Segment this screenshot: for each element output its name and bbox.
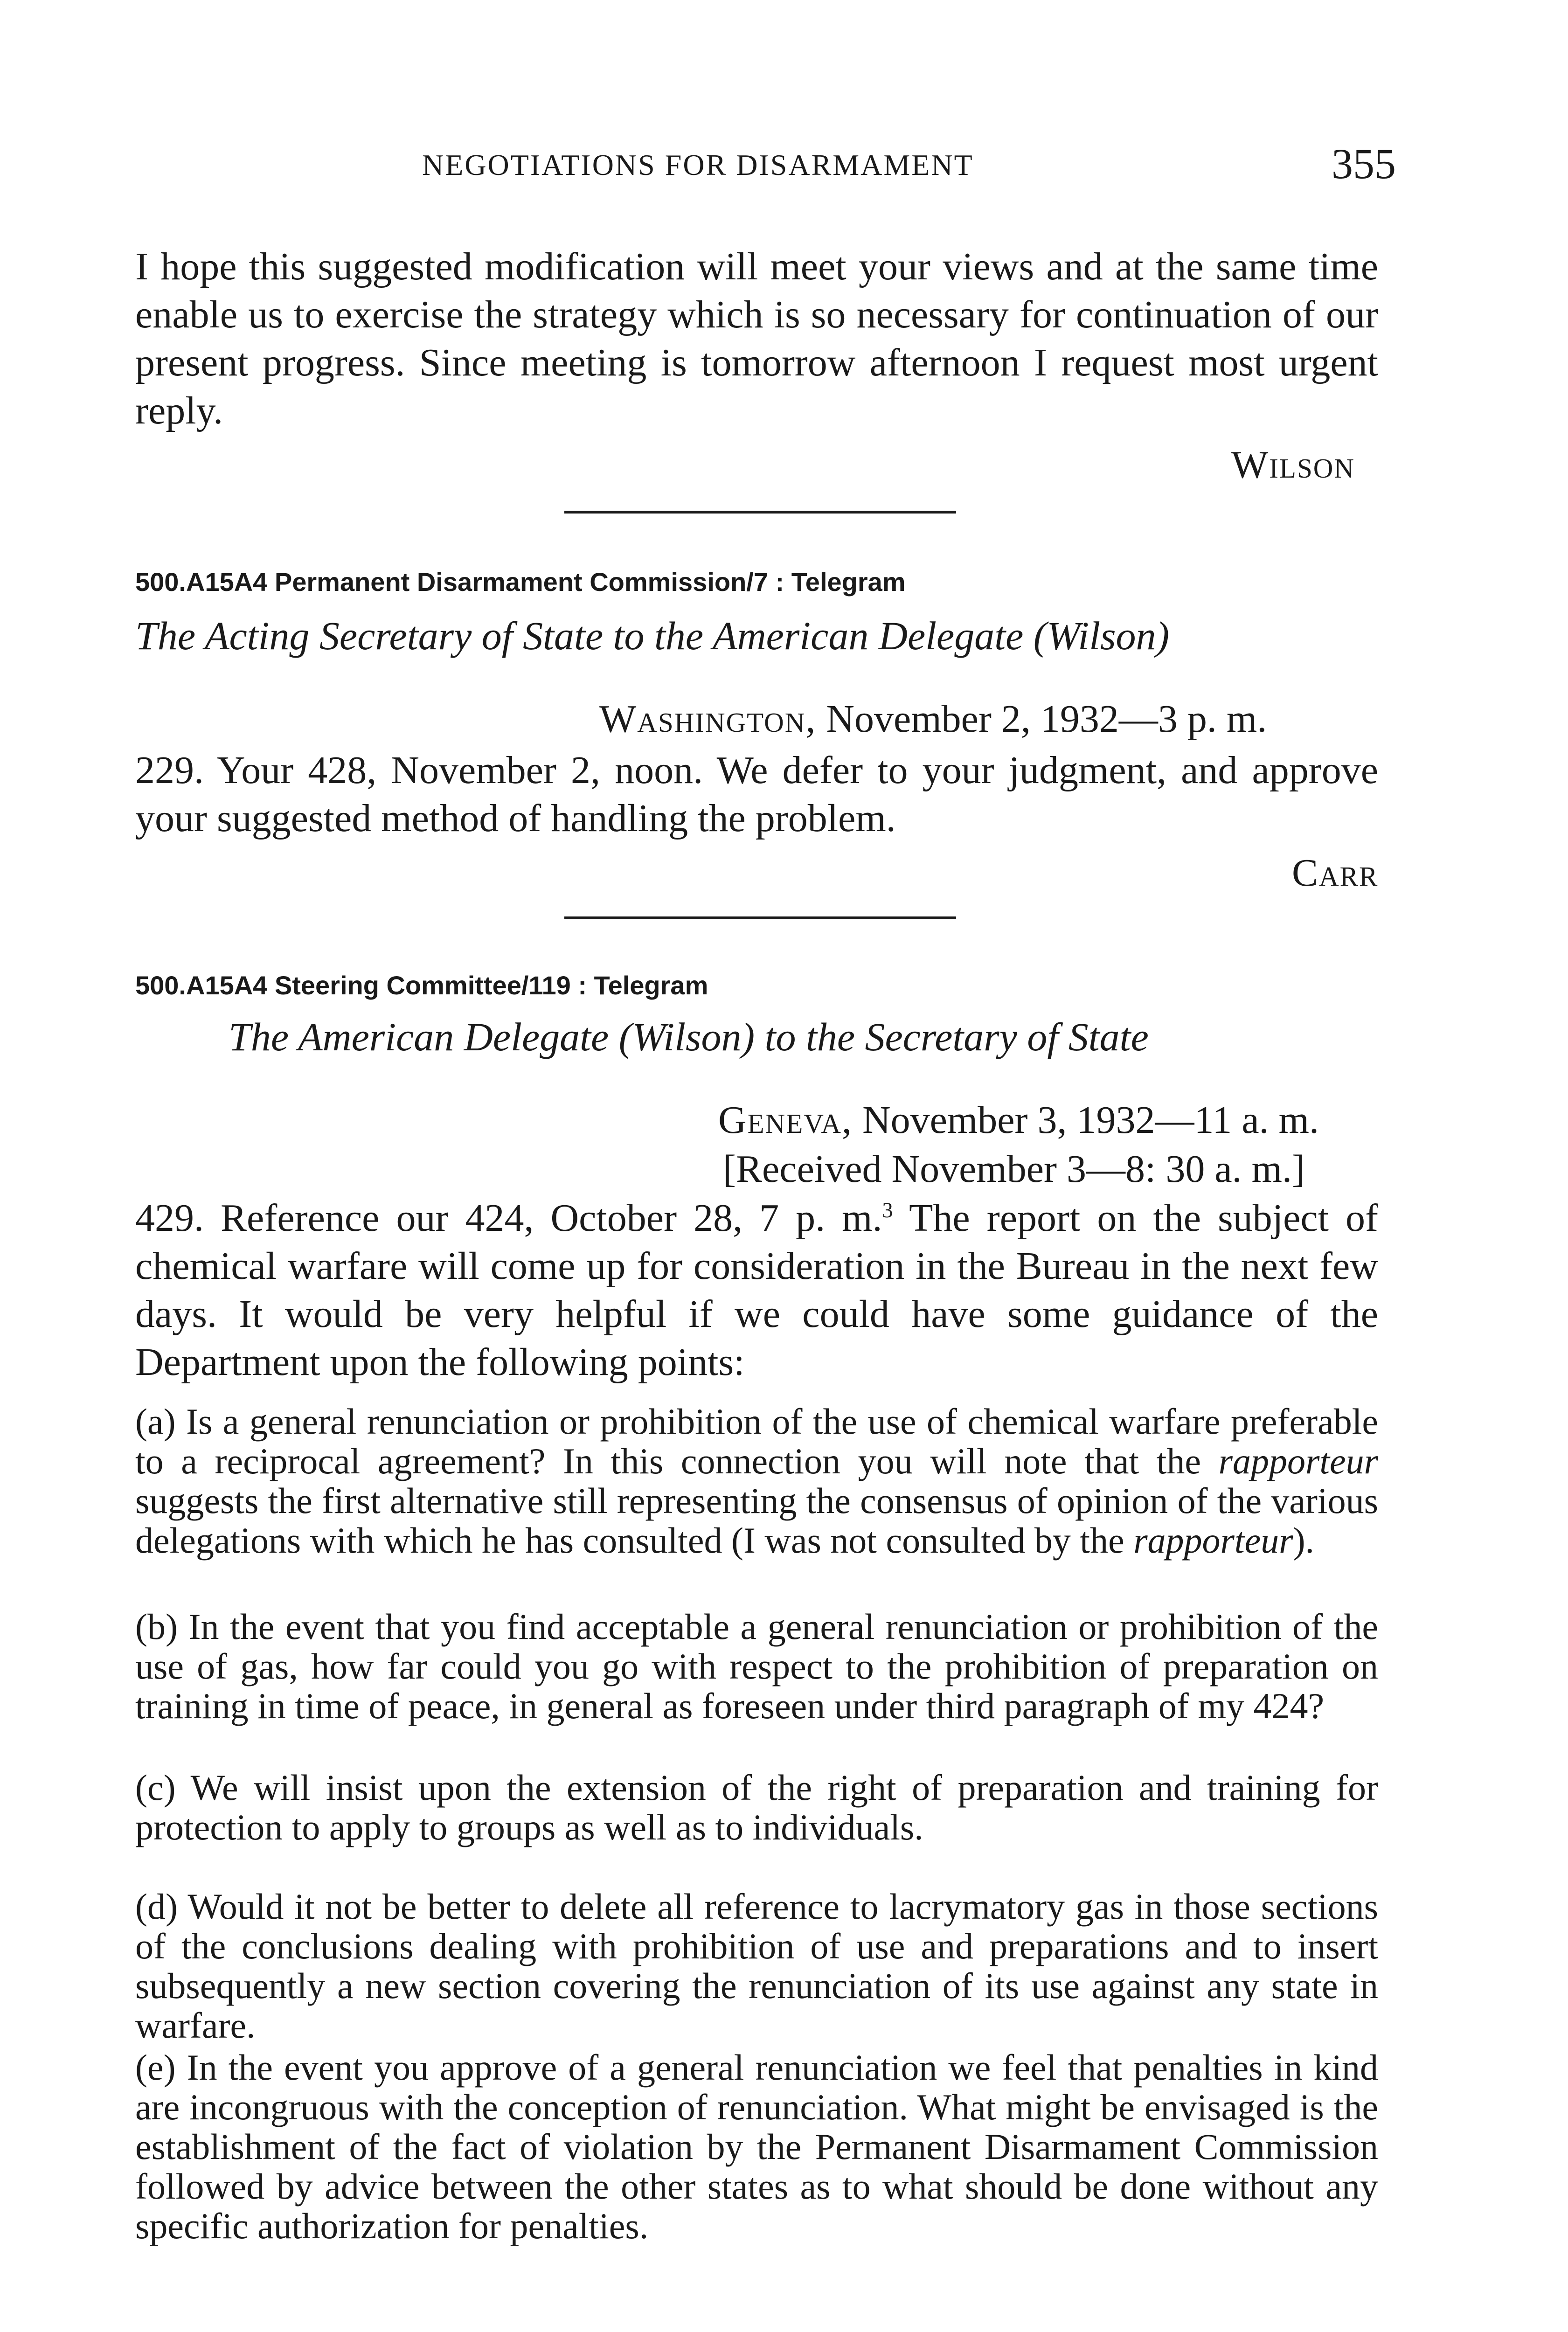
section-divider bbox=[564, 916, 956, 919]
doc2-body: 229. Your 428, November 2, noon. We defer to your judgment, and approve your suggested method of handling the problem. bbox=[135, 749, 1378, 840]
doc3-date: November 3, 1932—11 a. m. bbox=[862, 1098, 1319, 1142]
point-d-label: (d) bbox=[135, 1886, 178, 1927]
point-a-text: Is a general renunciation or prohibition of the use of chemical warfare preferable to a reciprocal agreement? In this connection you will note that the bbox=[135, 1401, 1378, 1481]
running-title: NEGOTIATIONS FOR DISARMAMENT bbox=[422, 148, 974, 181]
point-c-text: We will insist upon the extension of the right of preparation and training for protection to apply to groups as well as to individuals. bbox=[135, 1767, 1378, 1847]
rapporteur-term: rapporteur bbox=[1133, 1520, 1293, 1561]
doc3-body-lead: 429. Reference our 424, October 28, 7 p. m. bbox=[135, 1196, 882, 1240]
doc3-body bbox=[135, 1194, 1378, 1386]
section-divider bbox=[564, 511, 956, 514]
point-e-label: (e) bbox=[135, 2047, 176, 2088]
point-d-text: Would it not be better to delete all reference to lacrymatory gas in those sections of the conclusions dealing with prohibition of use and preparations and to insert subsequently a new section covering the renunciation of its use against any state in warfare. bbox=[135, 1886, 1378, 2046]
doc3-body-rest: The report on the subject of chemical warfare will come up for consideration in the Bureau in the next few days. It would be very helpful if we could have some guidance of the Department upon the following points: bbox=[135, 1196, 1378, 1384]
doc3-dateline bbox=[718, 1098, 1319, 1142]
doc1-body: I hope this suggested modification will meet your views and at the same time enable us to exercise the strategy which is so necessary for continuation of our present progress. Since meeting is tomorrow afternoon I request most urgent reply. bbox=[135, 245, 1378, 432]
doc3-file-reference: 500.A15A4 Steering Committee/119 : Telegram bbox=[135, 971, 708, 1000]
footnote-reference: 3 bbox=[882, 1198, 893, 1222]
doc2-place: Washington, bbox=[599, 697, 817, 741]
point-a bbox=[135, 1402, 1378, 1560]
doc3-title: The American Delegate (Wilson) to the Secretary of State bbox=[229, 1014, 1149, 1059]
doc2-dateline bbox=[599, 697, 1267, 741]
point-c-label: (c) bbox=[135, 1767, 176, 1808]
point-a-text: ). bbox=[1293, 1520, 1315, 1561]
point-b-label: (b) bbox=[135, 1606, 178, 1647]
point-e bbox=[135, 2047, 1378, 2246]
doc3-received: [Received November 3—8: 30 a. m.] bbox=[723, 1147, 1305, 1191]
point-b-text: In the event that you find acceptable a general renunciation or prohibition of the use of gas, how far could you go with respect to the prohibition of preparation on training in time of peace, in general as foreseen under third paragraph of my 424? bbox=[135, 1606, 1378, 1726]
doc2-signature: Carr bbox=[1292, 851, 1379, 895]
point-c bbox=[135, 1768, 1378, 1847]
point-a-text: suggests the first alternative still representing the consensus of opinion of the various delegations with which he has consulted (I was not consulted by the bbox=[135, 1480, 1378, 1561]
doc2-title: The Acting Secretary of State to the American Delegate (Wilson) bbox=[135, 613, 1170, 658]
point-a-label: (a) bbox=[135, 1401, 176, 1442]
doc2-date: November 2, 1932—3 p. m. bbox=[826, 697, 1267, 741]
point-b bbox=[135, 1607, 1378, 1726]
doc1-signature: Wilson bbox=[1231, 443, 1355, 486]
rapporteur-term: rapporteur bbox=[1218, 1441, 1378, 1481]
doc2-file-reference: 500.A15A4 Permanent Disarmament Commission/7 : Telegram bbox=[135, 567, 906, 597]
point-d bbox=[135, 1887, 1378, 2045]
page-number: 355 bbox=[1332, 140, 1396, 187]
point-e-text: In the event you approve of a general renunciation we feel that penalties in kind are incongruous with the conception of renunciation. What might be envisaged is the establishment of the fact of violation by the Permanent Disarmament Commission followed by advice between the other states as to what should be done without any specific authorization for penalties. bbox=[135, 2047, 1378, 2246]
doc3-place: Geneva, bbox=[718, 1098, 853, 1142]
